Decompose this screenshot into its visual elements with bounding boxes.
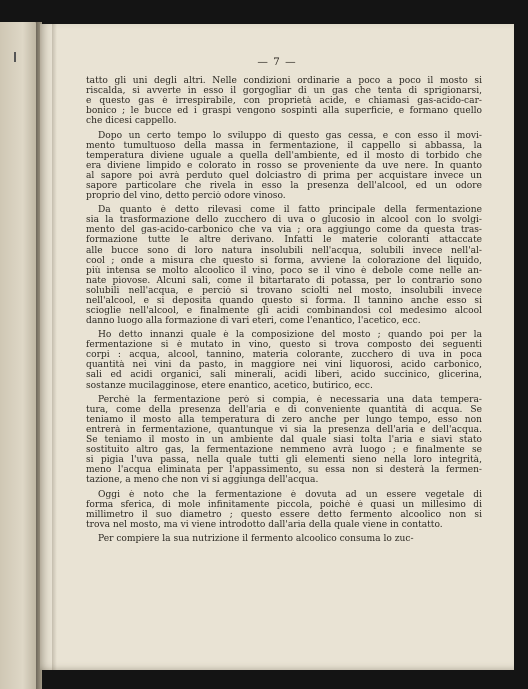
text-line: sia la trasformazione dello zucchero di uva o glucosio in alcool con lo svolgi- xyxy=(86,215,482,226)
paragraph xyxy=(86,534,482,544)
text-line: sostituito altro gas, la fermentazione nemmeno avrà luogo ; e finalmente se xyxy=(86,445,482,456)
previous-page-edge xyxy=(0,22,38,689)
paragraph xyxy=(86,76,482,126)
text-line: quantità nei vini da pasto, in maggiore nei vini liquorosi, acido carbonico, xyxy=(86,360,482,371)
text-line: era diviene limpido e colorato in rosso se proveniente da uve nere. In quanto xyxy=(86,160,482,171)
text-line: mento del gas-acido-carbonico che va via ; ora aggiungo come da questa tras- xyxy=(86,225,482,236)
text-line: e questo gas è irrespirabile, con proprietà acide, e chiamasi gas-acido-car- xyxy=(86,96,482,107)
text-line: Da quanto è detto rilevasi come il fatto principale della fermentazione xyxy=(98,205,482,216)
text-line: Se teniamo il mosto in un ambiente dal quale siasi tolta l'aria e siavi stato xyxy=(86,435,482,446)
paragraph xyxy=(86,205,482,326)
paragraph xyxy=(86,490,482,530)
text-line: millimetro il suo diametro ; questo essere detto fermento alcoolico non si xyxy=(86,509,482,520)
text-line: danno luogo alla formazione di vari eteri, come l'enantico, l'acetico, ecc. xyxy=(86,315,421,326)
text-line: tura, come della presenza dell'aria e di conveniente quantità di acqua. Se xyxy=(86,405,482,416)
text-line: che dicesi cappello. xyxy=(86,116,177,127)
text-line: temperatura diviene uguale a quella dell'ambiente, ed il mosto di torbido che xyxy=(86,150,482,161)
body-text xyxy=(86,76,482,549)
text-line: corpi : acqua, alcool, tannino, materia colorante, zucchero di uva in poca xyxy=(86,350,482,361)
paragraph xyxy=(86,131,482,201)
text-line: meno l'acqua eliminata per l'appassimento, su essa non si desterà la fermen- xyxy=(86,465,482,476)
text-line: proprio del vino, detto perciò odore vinoso. xyxy=(86,190,286,201)
text-line: riscalda, si avverte in esso il gorgogliar di un gas che tenta di sprigionarsi, xyxy=(86,86,482,97)
text-line: nate piovose. Alcuni sali, come il bitartarato di potassa, per lo contrario sono xyxy=(86,275,482,286)
text-line: più intensa se molto alcoolico il vino, poco se il vino è debole come nelle an- xyxy=(86,265,482,276)
text-line: nell'alcool, e si deposita quando questo si forma. Il tannino anche esso si xyxy=(86,295,482,306)
text-line: formazione tutte le altre derivano. Infatti le materie coloranti attaccate xyxy=(86,235,482,246)
text-line: Dopo un certo tempo lo sviluppo di questo gas cessa, e con esso il movi- xyxy=(98,130,482,141)
text-line: mento tumultuoso della massa in fermentazione, il cappello si abbassa, la xyxy=(86,140,482,151)
text-line: si pigia l'uva passa, nella quale tutti gli elementi sieno nella loro integrità, xyxy=(86,455,482,466)
text-line: Per compiere la sua nutrizione il fermento alcoolico consuma lo zuc- xyxy=(98,534,414,545)
text-line: forma sferica, di mole infinitamente piccola, poichè è quasi un millesimo di xyxy=(86,499,482,510)
text-line: Oggi è noto che la fermentazione è dovuta ad un essere vegetale di xyxy=(98,489,482,500)
text-line: sapore particolare che rivela in esso la presenza dell'alcool, ed un odore xyxy=(86,180,482,191)
text-line: trova nel mosto, ma vi viene introdotto dall'aria della quale viene in contatto. xyxy=(86,519,443,530)
text-line: al sapore poi avrà perduto quel dolciastro di prima per acquistare invece un xyxy=(86,170,482,181)
text-line: fermentazione si è mutato in vino, questo si trova composto dei seguenti xyxy=(86,340,482,351)
text-line: teniamo il mosto alla temperatura di zero anche per lungo tempo, esso non xyxy=(86,415,482,426)
text-line: Perchè la fermentazione però si compia, è necessaria una data tempera- xyxy=(98,394,482,405)
text-line: tatto gli uni degli altri. Nelle condizioni ordinarie a poco a poco il mosto si xyxy=(86,76,482,86)
text-line: tazione, a meno che non vi si aggiunga dell'acqua. xyxy=(86,475,319,486)
text-line: sali ed acidi organici, sali minerali, acidi liberi, acido succinico, glicerina, xyxy=(86,370,482,381)
text-line: solubili nell'acqua, e perciò si trovano sciolti nel mosto, insolubili invece xyxy=(86,285,482,296)
text-line: bonico ; le bucce ed i graspi vengono sospinti alla superficie, e formano quello xyxy=(86,106,482,117)
paragraph xyxy=(86,395,482,485)
text-line: entrerà in fermentazione, quantunque vi sia la presenza dell'aria e dell'acqua. xyxy=(86,425,482,436)
text-line: alle bucce sono di loro natura insolubili nell'acqua, solubili invece nell'al- xyxy=(86,245,482,256)
page-number: — 7 — xyxy=(257,56,297,68)
text-line: scioglie nell'alcool, e finalmente gli acidi combinandosi col medesimo alcool xyxy=(86,305,482,316)
book-page xyxy=(40,24,514,670)
text-line: sostanze mucilagginose, etere enantico, acetico, butirico, ecc. xyxy=(86,380,373,391)
text-line: Ho detto innanzi quale è la composizione del mosto ; quando poi per la xyxy=(98,330,482,341)
text-line: cool ; onde a misura che questo si forma, avviene la colorazione del liquido, xyxy=(86,255,482,266)
paragraph xyxy=(86,330,482,390)
